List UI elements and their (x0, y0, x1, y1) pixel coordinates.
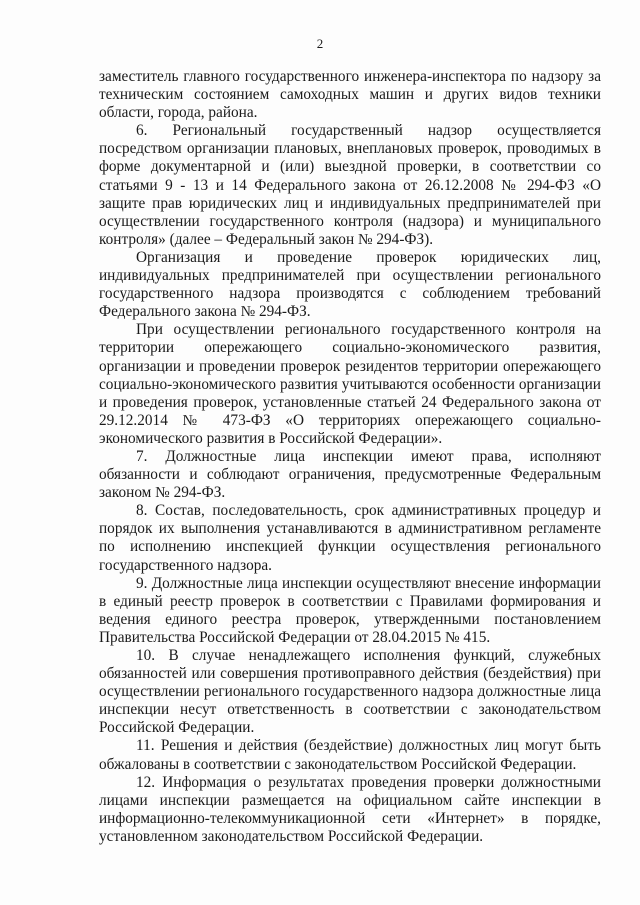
paragraph: При осуществлении регионального государственного контроля на территории опережающего социально-экономического развития, организации и проведении проверок резидентов территории опережающего социально-экономического развития учитываются особенности организации и проведения проверок, установленные статьей 24 Федерального закона от 29.12.2014 № 473-ФЗ «О территориях опережающего социально-экономического развития в Российской Федерации». (99, 321, 601, 447)
paragraph: 6. Региональный государственный надзор осуществляется посредством организации плановых, внеплановых проверок, проводимых в форме документарной и (или) выездной проверки, в соответствии со статьями 9 - 13 и 14 Федерального закона от 26.12.2008 № 294-ФЗ «О защите прав юридических лиц и индивидуальных предпринимателей при осуществлении государственного контроля (надзора) и муниципального контроля» (далее – Федеральный закон № 294-ФЗ). (99, 122, 601, 248)
paragraph: 11. Решения и действия (бездействие) должностных лиц могут быть обжалованы в соответствии с законодательством Российской Федерации. (99, 737, 601, 773)
paragraph: 12. Информация о результатах проведения проверки должностными лицами инспекции размещается на официальном сайте инспекции в информационно-телекоммуникационной сети «Интернет» в порядке, установленном законодательством Российской Федерации. (99, 773, 601, 845)
paragraph: 9. Должностные лица инспекции осуществляют внесение информации в единый реестр проверок в соответствии с Правилами формирования и ведения единого реестра проверок, утвержденными постановлением Правительства Российской Федерации от 28.04.2015 № 415. (99, 574, 601, 646)
paragraph: Организация и проведение проверок юридических лиц, индивидуальных предпринимателей при осуществлении регионального государственного надзора производятся с соблюдением требований Федерального закона № 294-ФЗ. (99, 248, 601, 321)
paragraph: 10. В случае ненадлежащего исполнения функций, служебных обязанностей или совершения противоправного действия (бездействия) при осуществлении регионального государственного надзора должностные лица инспекции несут ответственность в соответствии с законодательством Российской Федерации. (99, 647, 601, 737)
paragraph: заместитель главного государственного инженера-инспектора по надзору за техническим состоянием самоходных машин и других видов техники области, города, района. (99, 68, 601, 122)
document-body (99, 68, 601, 846)
page-number: 2 (316, 36, 324, 51)
paragraph: 7. Должностные лица инспекции имеют права, исполняют обязанности и соблюдают ограничения, предусмотренные Федеральным законом № 294-ФЗ. (99, 447, 601, 502)
paragraph: 8. Состав, последовательность, срок административных процедур и порядок их выполнения устанавливаются в административном регламенте по исполнению инспекцией функции осуществления регионального государственного надзора. (99, 502, 601, 574)
